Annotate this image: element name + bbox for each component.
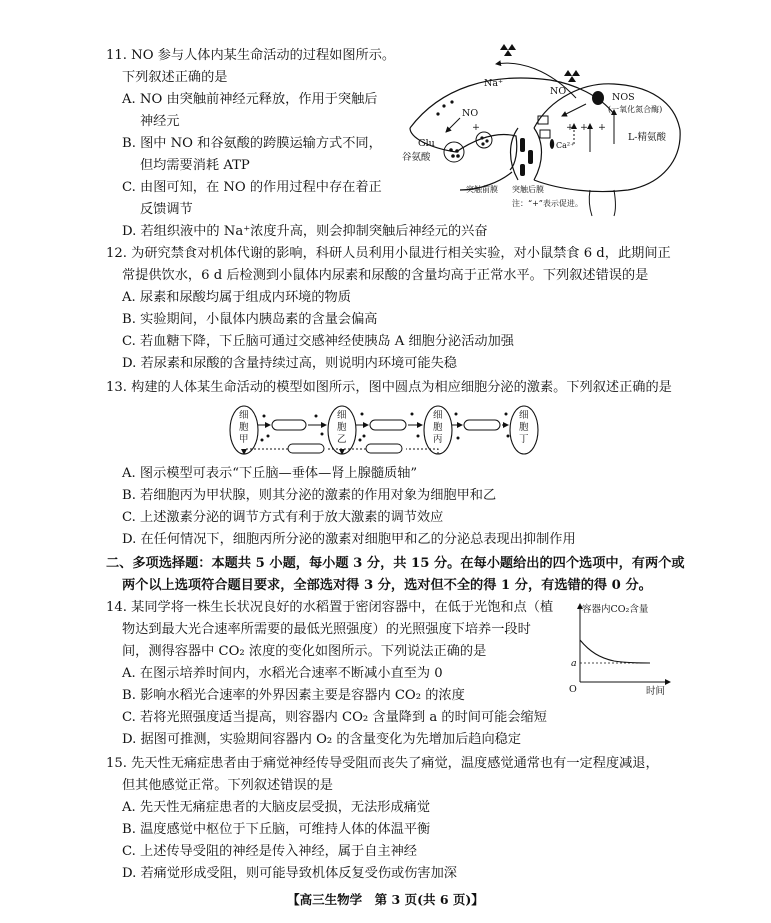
q11-plus-4: + xyxy=(598,122,606,133)
q13-model-diagram xyxy=(226,402,546,462)
q14-origin: O xyxy=(569,684,577,695)
q11-label-no-top: NO xyxy=(550,86,567,97)
q13-stem: 13. 构建的人体某生命活动的模型如图所示，图中圆点为相应细胞分泌的激素。下列叙述正确的是 xyxy=(106,380,672,395)
q14-ylabel: 容器内CO₂含量 xyxy=(582,604,649,615)
q11-label-arginine: L-精氨酸 xyxy=(628,132,667,143)
q14-option-a: A. 在图示培养时间内，水稻光合速率不断减小直至为 0 xyxy=(122,666,443,681)
q15-option-c: C. 上述传导受阻的神经是传入神经，属于自主神经 xyxy=(122,844,417,859)
q11-label-glu: Glu xyxy=(418,138,435,149)
q14-a-label: a xyxy=(571,658,577,669)
q14-option-c: C. 若将光照强度适当提高，则容器内 CO₂ 含量降到 a 的时间可能会缩短 xyxy=(122,710,547,725)
q11-label-na: Na⁺ xyxy=(484,78,503,89)
q14-option-d: D. 据图可推测，实验期间容器内 O₂ 的含量变化为先增加后趋向稳定 xyxy=(122,732,522,747)
q15-option-d: D. 若痛觉形成受阻，则可能导致机体反复受伤或伤害加深 xyxy=(122,866,457,881)
q11-label-nos: NOS xyxy=(612,92,635,103)
q11-label-nos-desc: (一氧化氮合酶) xyxy=(608,105,663,114)
section2-instructions: 二、多项选择题：本题共 5 小题，每小题 3 分，共 15 分。在每小题给出的四个选项中，有两个或 xyxy=(106,556,685,571)
q13-option-d: D. 在任何情况下，细胞丙所分泌的激素对细胞甲和乙的分泌总表现出抑制作用 xyxy=(122,532,576,547)
q11-option-a-cont: 神经元 xyxy=(140,114,180,129)
q14-stem-cont2: 间，测得容器中 CO₂ 浓度的变化如图所示。下列说法正确的是 xyxy=(122,644,487,659)
q11-label-note: 注：“+”表示促进。 xyxy=(512,199,583,208)
q13-cell-jia: 细胞甲 xyxy=(239,410,249,445)
q12-option-d: D. 若尿素和尿酸的含量持续过高，则说明内环境可能失稳 xyxy=(122,356,457,371)
q11-option-a: A. NO 由突触前神经元释放，作用于突触后 xyxy=(122,92,378,107)
q11-label-ca: Ca²⁺ xyxy=(556,141,575,150)
q11-label-presynaptic: 突触前膜 xyxy=(466,185,498,194)
q11-label-glutamate: 谷氨酸 xyxy=(402,152,431,163)
q14-xlabel: 时间 xyxy=(646,686,666,697)
q12-stem-cont: 常提供饮水，6 d 后检测到小鼠体内尿素和尿酸的含量均高于正常水平。下列叙述错误的是 xyxy=(122,268,649,283)
q11-plus-3: + xyxy=(580,122,588,133)
q11-option-c-cont: 反馈调节 xyxy=(140,202,193,217)
q14-co2-graph xyxy=(566,600,678,696)
q14-option-b: B. 影响水稻光合速率的外界因素主要是容器内 CO₂ 的浓度 xyxy=(122,688,465,703)
q11-plus-2: + xyxy=(566,122,574,133)
q11-label-no-left: NO xyxy=(462,108,479,119)
q11-stem: 11. NO 参与人体内某生命活动的过程如图所示。 xyxy=(106,48,396,63)
q13-cell-yi: 细胞乙 xyxy=(337,410,347,445)
q14-stem: 14. 某同学将一株生长状况良好的水稻置于密闭容器中，在低于光饱和点（植 xyxy=(106,600,554,615)
q12-stem: 12. 为研究禁食对机体代谢的影响，科研人员利用小鼠进行相关实验，对小鼠禁食 6 d，此期间正 xyxy=(106,246,671,261)
section2-instructions-cont: 两个以上选项符合题目要求，全部选对得 3 分，选对但不全的得 1 分，有选错的得 0 分。 xyxy=(122,578,652,593)
q13-option-b: B. 若细胞丙为甲状腺，则其分泌的激素的作用对象为细胞甲和乙 xyxy=(122,488,497,503)
q11-plus-1: + xyxy=(472,122,480,133)
q14-curve xyxy=(580,640,650,663)
q14-stem-cont1: 物达到最大光合速率所需要的最低光照强度）的光照强度下培养一段时 xyxy=(122,622,531,637)
q15-option-b: B. 温度感觉中枢位于下丘脑，可维持人体的体温平衡 xyxy=(122,822,431,837)
q11-option-b: B. 图中 NO 和谷氨酸的跨膜运输方式不同， xyxy=(122,136,382,151)
q11-option-d: D. 若组织液中的 Na⁺浓度升高，则会抑制突触后神经元的兴奋 xyxy=(122,224,488,239)
q13-cell-ding: 细胞丁 xyxy=(519,410,529,445)
q11-option-b-cont: 但均需要消耗 ATP xyxy=(140,158,250,173)
q12-option-a: A. 尿素和尿酸均属于组成内环境的物质 xyxy=(122,290,351,305)
q13-cell-bing: 细胞丙 xyxy=(433,410,443,445)
page-footer: 【高三生物学 第 3 页(共 6 页)】 xyxy=(287,892,484,907)
q13-option-c: C. 上述激素分泌的调节方式有利于放大激素的调节效应 xyxy=(122,510,444,525)
q11-label-postsynaptic: 突触后膜 xyxy=(512,185,544,194)
q15-stem-cont: 但其他感觉正常。下列叙述错误的是 xyxy=(122,778,333,793)
q11-stem-cont: 下列叙述正确的是 xyxy=(122,70,228,85)
q12-option-b: B. 实验期间，小鼠体内胰岛素的含量会偏高 xyxy=(122,312,378,327)
q15-stem: 15. 先天性无痛症患者由于痛觉神经传导受阻而丧失了痛觉，温度感觉通常也有一定程度减退， xyxy=(106,756,659,771)
q11-option-c: C. 由图可知，在 NO 的作用过程中存在着正 xyxy=(122,180,382,195)
q13-option-a: A. 图示模型可表示“下丘脑—垂体—肾上腺髓质轴” xyxy=(122,466,418,481)
q12-option-c: C. 若血糖下降，下丘脑可通过交感神经使胰岛 A 细胞分泌活动加强 xyxy=(122,334,514,349)
q11-synapse-diagram xyxy=(400,40,690,220)
q15-option-a: A. 先天性无痛症患者的大脑皮层受损，无法形成痛觉 xyxy=(122,800,431,815)
